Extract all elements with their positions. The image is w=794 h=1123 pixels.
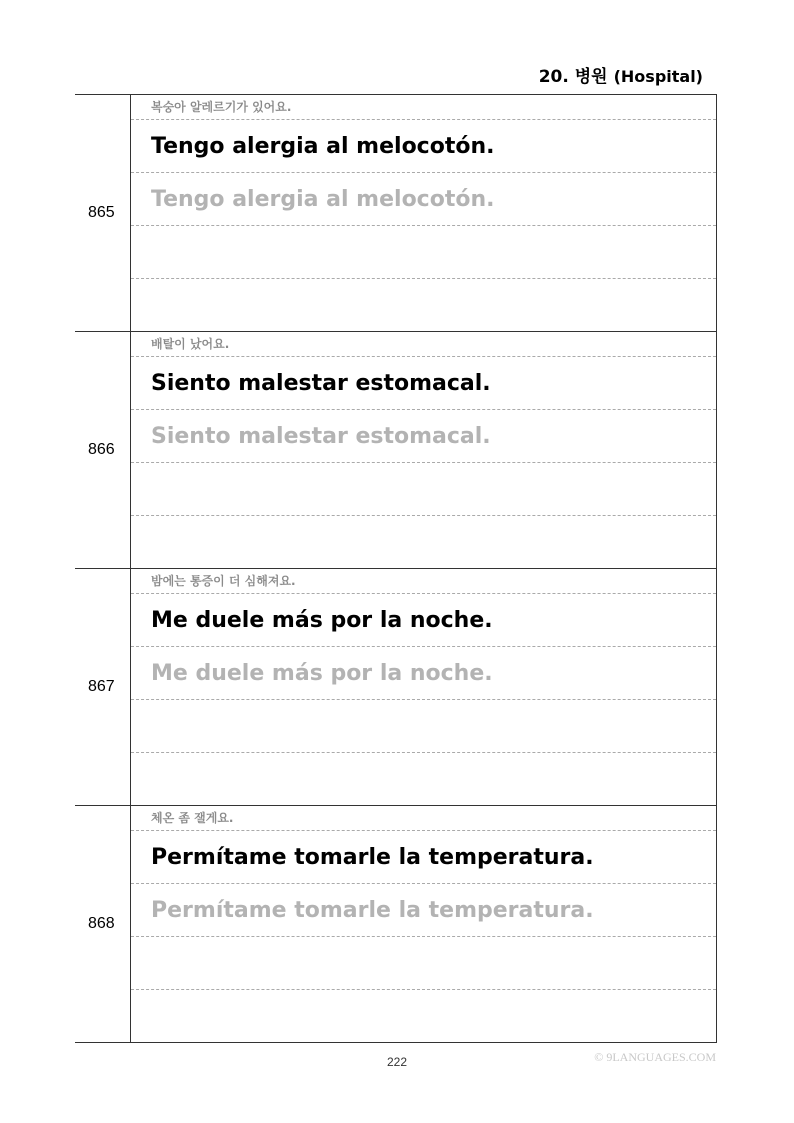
- korean-prompt: 밤에는 통증이 더 심해져요.: [131, 569, 716, 594]
- model-sentence: Me duele más por la noche.: [131, 594, 716, 647]
- writing-line[interactable]: [131, 700, 716, 753]
- writing-line[interactable]: [131, 937, 716, 990]
- model-sentence: Siento malestar estomacal.: [131, 357, 716, 410]
- practice-sheet: [75, 94, 717, 1042]
- entry-content: [131, 806, 717, 1042]
- korean-prompt: 체온 좀 잴게요.: [131, 806, 716, 831]
- entry-content: [131, 569, 717, 805]
- chapter-subtitle: (Hospital): [613, 67, 703, 86]
- writing-line[interactable]: [131, 516, 716, 569]
- entry-content: [131, 332, 717, 568]
- page-header: [539, 62, 703, 87]
- entry-number: 866: [75, 332, 131, 568]
- writing-line[interactable]: [131, 990, 716, 1043]
- trace-sentence: Tengo alergia al melocotón.: [131, 173, 716, 226]
- writing-line[interactable]: [131, 753, 716, 806]
- writing-line[interactable]: [131, 226, 716, 279]
- entry-865: [75, 94, 717, 331]
- entry-number: 868: [75, 806, 131, 1042]
- writing-line[interactable]: [131, 463, 716, 516]
- trace-sentence: Permítame tomarle la temperatura.: [131, 884, 716, 937]
- entry-867: [75, 568, 717, 805]
- chapter-title: 20. 병원: [538, 67, 608, 87]
- entry-866: [75, 331, 717, 568]
- model-sentence: Tengo alergia al melocotón.: [131, 120, 716, 173]
- korean-prompt: 배탈이 났어요.: [131, 332, 716, 357]
- writing-line[interactable]: [131, 279, 716, 332]
- trace-sentence: Siento malestar estomacal.: [131, 410, 716, 463]
- entry-content: [131, 95, 717, 331]
- model-sentence: Permítame tomarle la temperatura.: [131, 831, 716, 884]
- page-number: 222: [386, 1055, 408, 1069]
- trace-sentence: Me duele más por la noche.: [131, 647, 716, 700]
- entry-number: 867: [75, 569, 131, 805]
- entry-868: [75, 805, 717, 1043]
- korean-prompt: 복숭아 알레르기가 있어요.: [131, 95, 716, 120]
- copyright-watermark: © 9LANGUAGES.COM: [594, 1050, 716, 1064]
- entry-number: 865: [75, 95, 131, 331]
